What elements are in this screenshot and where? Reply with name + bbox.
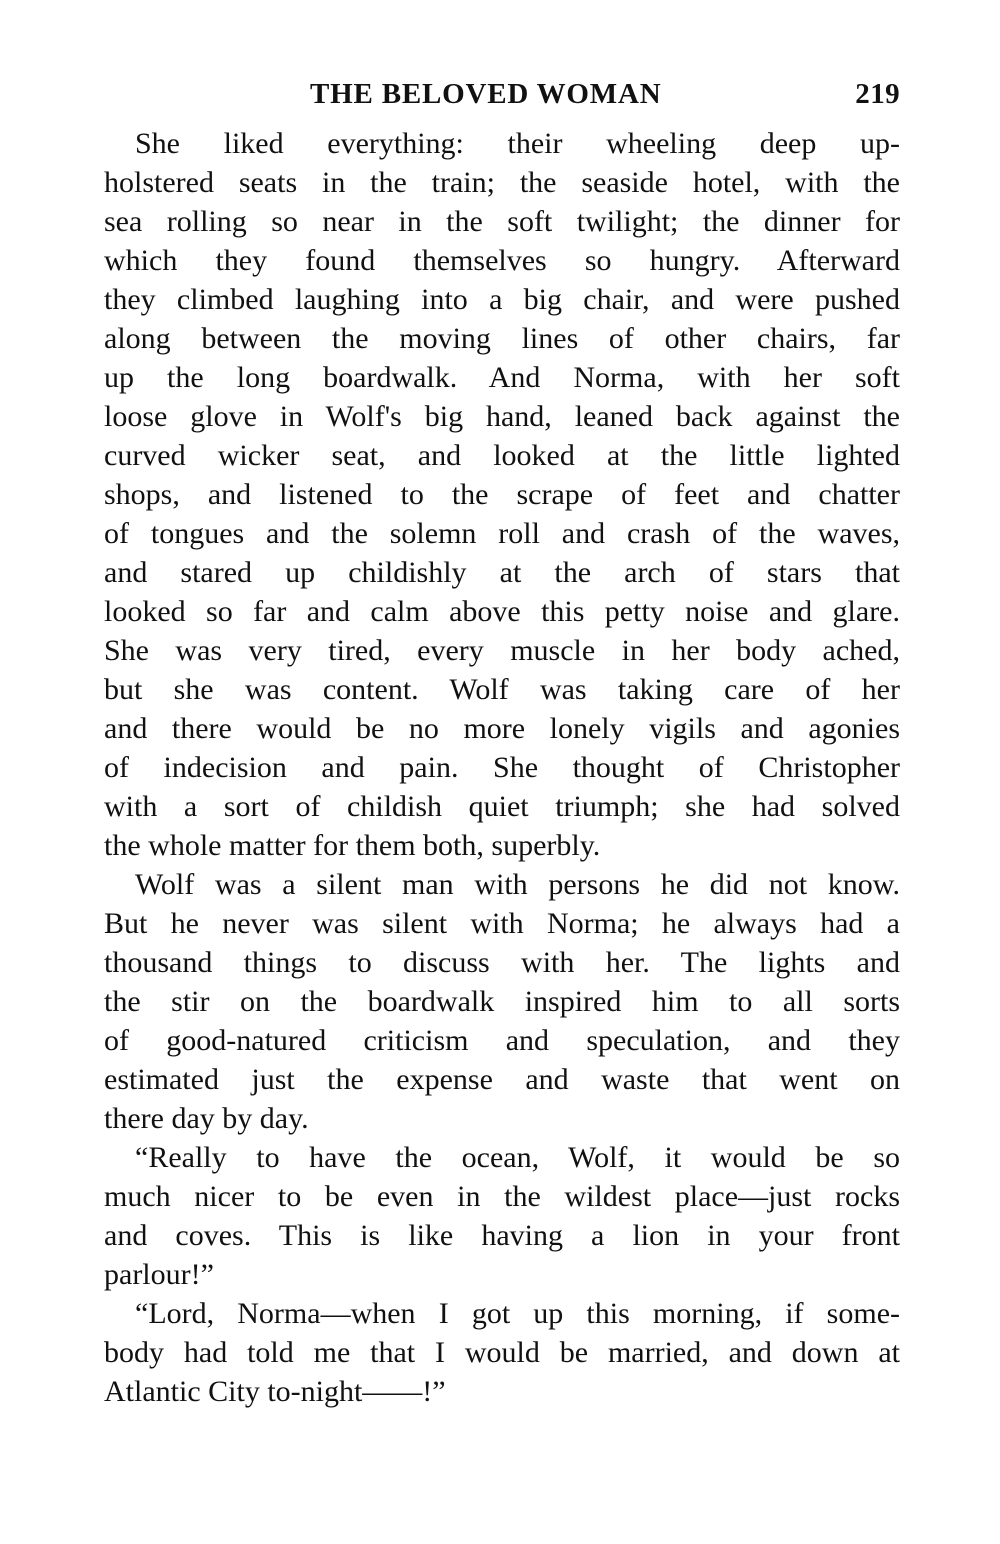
text-line: Atlantic City to-night——!” (104, 1375, 446, 1408)
text-line: body had told me that I would be married, and down at (104, 1336, 900, 1369)
text-line: “Lord, Norma—when I got up this morning, if some- (135, 1297, 900, 1330)
text-line: Wolf was a silent man with persons he did not know. (135, 868, 900, 901)
text-line: much nicer to be even in the wildest place—just rocks (104, 1180, 900, 1213)
text-line: which they found themselves so hungry. Afterward (104, 244, 900, 277)
text-line: but she was content. Wolf was taking care of her (104, 673, 900, 706)
page-number: 219 (855, 78, 900, 110)
text-line: parlour!” (104, 1258, 214, 1291)
text-line: they climbed laughing into a big chair, and were pushed (104, 283, 900, 316)
text-line: loose glove in Wolf's big hand, leaned back against the (104, 400, 900, 433)
text-line: holstered seats in the train; the seaside hotel, with the (104, 166, 900, 199)
text-line: sea rolling so near in the soft twilight; the dinner for (104, 205, 900, 238)
body-text (104, 124, 900, 1411)
text-line: the whole matter for them both, superbly. (104, 829, 601, 862)
text-line: thousand things to discuss with her. The lights and (104, 946, 900, 979)
text-line: there day by day. (104, 1102, 309, 1135)
text-line: of tongues and the solemn roll and crash of the waves, (104, 517, 900, 550)
text-line: But he never was silent with Norma; he always had a (104, 907, 900, 940)
text-line: of good-natured criticism and speculation, and they (104, 1024, 900, 1057)
text-line: shops, and listened to the scrape of feet and chatter (104, 478, 900, 511)
text-line: and there would be no more lonely vigils and agonies (104, 712, 900, 745)
text-line: estimated just the expense and waste that went on (104, 1063, 900, 1096)
text-line: She liked everything: their wheeling deep up- (135, 127, 900, 160)
paragraph-3 (104, 1138, 900, 1294)
text-line: with a sort of childish quiet triumph; she had solved (104, 790, 900, 823)
paragraph-1 (104, 124, 900, 865)
text-line: She was very tired, every muscle in her body ached, (104, 634, 900, 667)
text-line: along between the moving lines of other chairs, far (104, 322, 900, 355)
text-line: the stir on the boardwalk inspired him to all sorts (104, 985, 900, 1018)
text-line: and stared up childishly at the arch of stars that (104, 556, 900, 589)
text-line: looked so far and calm above this petty noise and glare. (104, 595, 900, 628)
book-page (104, 74, 900, 1411)
paragraph-2 (104, 865, 900, 1138)
text-line: up the long boardwalk. And Norma, with her soft (104, 361, 900, 394)
text-line: and coves. This is like having a lion in your front (104, 1219, 900, 1252)
text-line: “Really to have the ocean, Wolf, it would be so (135, 1141, 900, 1174)
running-head (104, 74, 900, 114)
text-line: curved wicker seat, and looked at the little lighted (104, 439, 900, 472)
running-title: THE BELOVED WOMAN (310, 78, 662, 110)
text-line: of indecision and pain. She thought of Christopher (104, 751, 900, 784)
paragraph-4 (104, 1294, 900, 1411)
